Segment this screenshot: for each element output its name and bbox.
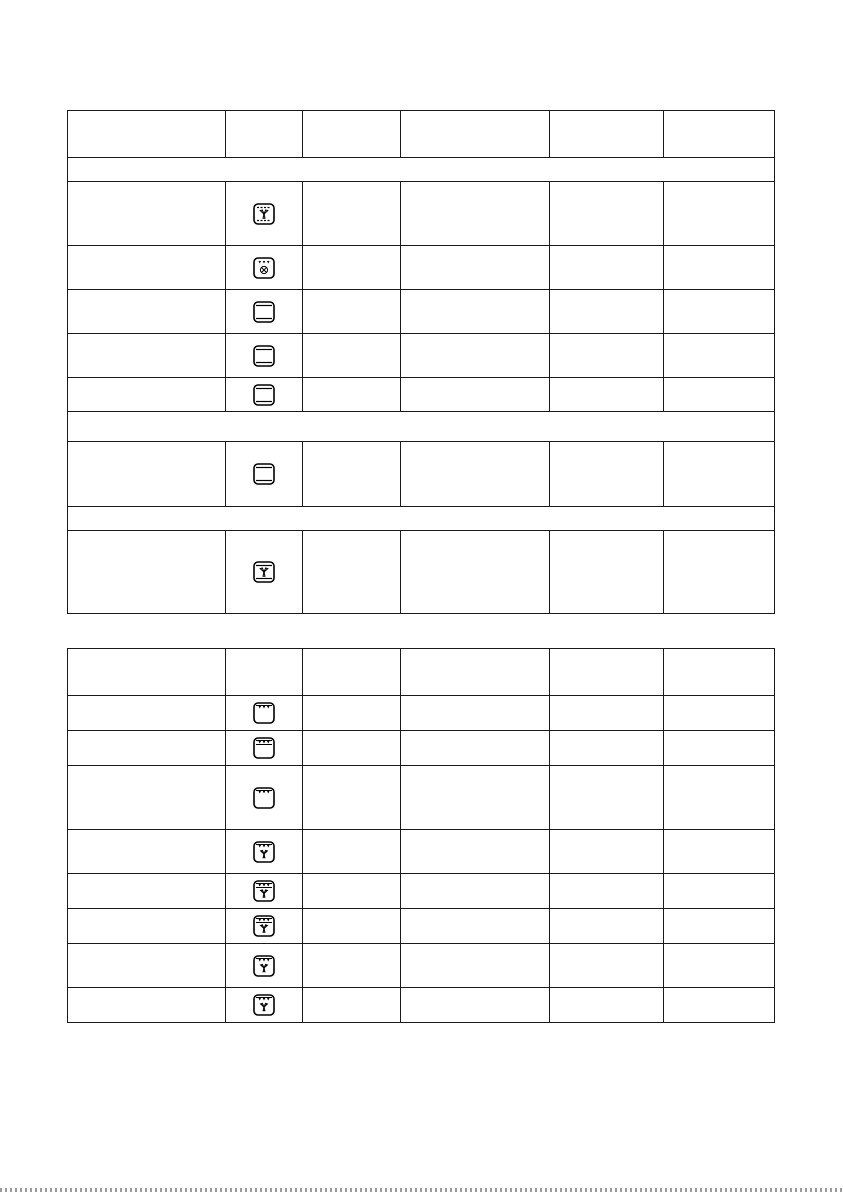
table-cell bbox=[549, 334, 663, 378]
table-cell bbox=[549, 290, 663, 334]
table-row bbox=[68, 246, 775, 290]
table-row bbox=[68, 988, 775, 1023]
table-cell bbox=[549, 988, 663, 1023]
table-cell bbox=[303, 944, 401, 988]
table-cell bbox=[401, 696, 549, 731]
section-row bbox=[68, 412, 775, 442]
table-cell bbox=[68, 334, 226, 378]
table-cell bbox=[549, 830, 663, 874]
oven-fan-full-grill-icon bbox=[226, 909, 303, 944]
oven-fan-grill-icon bbox=[226, 988, 303, 1023]
table-cell bbox=[68, 988, 226, 1023]
table-cell bbox=[549, 182, 663, 246]
table-cell bbox=[663, 874, 774, 909]
cooking-table-1 bbox=[67, 110, 775, 614]
table-cell bbox=[68, 246, 226, 290]
table-cell bbox=[303, 731, 401, 766]
oven-top-bottom-heat-icon bbox=[226, 334, 303, 378]
table-cell bbox=[303, 531, 401, 614]
header-cell bbox=[303, 111, 401, 158]
table-cell bbox=[68, 944, 226, 988]
table-cell bbox=[68, 874, 226, 909]
table-cell bbox=[549, 696, 663, 731]
header-cell bbox=[401, 111, 549, 158]
table-cell bbox=[401, 182, 549, 246]
table-cell bbox=[401, 988, 549, 1023]
table-cell bbox=[549, 874, 663, 909]
table-cell bbox=[68, 531, 226, 614]
table-row bbox=[68, 442, 775, 507]
table-cell bbox=[303, 442, 401, 507]
header-cell bbox=[663, 111, 774, 158]
table-row bbox=[68, 944, 775, 988]
table-cell bbox=[401, 944, 549, 988]
oven-top-bottom-heat-icon bbox=[226, 290, 303, 334]
header-cell bbox=[68, 649, 226, 696]
table-row bbox=[68, 531, 775, 614]
oven-fan-full-grill-icon bbox=[226, 874, 303, 909]
table-cell bbox=[401, 731, 549, 766]
table-row bbox=[68, 766, 775, 830]
table-cell bbox=[303, 290, 401, 334]
table-cell bbox=[663, 944, 774, 988]
table-row bbox=[68, 182, 775, 246]
oven-fan-grill-icon bbox=[226, 830, 303, 874]
table-header-row bbox=[68, 111, 775, 158]
table-cell bbox=[663, 182, 774, 246]
oven-fan-dashed-icon bbox=[226, 182, 303, 246]
table-row bbox=[68, 830, 775, 874]
table-cell bbox=[663, 442, 774, 507]
oven-fan-heat-icon bbox=[226, 531, 303, 614]
table-cell bbox=[549, 531, 663, 614]
table-cell bbox=[68, 442, 226, 507]
table-cell bbox=[663, 830, 774, 874]
table-cell bbox=[68, 290, 226, 334]
table-cell bbox=[663, 246, 774, 290]
table-cell bbox=[663, 290, 774, 334]
table-cell bbox=[401, 378, 549, 412]
table-cell bbox=[663, 988, 774, 1023]
table-row bbox=[68, 378, 775, 412]
oven-grill-icon bbox=[226, 766, 303, 830]
section-row bbox=[68, 158, 775, 182]
table-cell bbox=[401, 290, 549, 334]
table-row bbox=[68, 731, 775, 766]
table-row bbox=[68, 909, 775, 944]
table-cell bbox=[549, 246, 663, 290]
table-cell bbox=[663, 731, 774, 766]
table-cell bbox=[401, 334, 549, 378]
table-cell bbox=[663, 334, 774, 378]
table-cell bbox=[549, 909, 663, 944]
table-cell bbox=[303, 830, 401, 874]
table-cell bbox=[401, 830, 549, 874]
table-cell bbox=[663, 531, 774, 614]
table-cell bbox=[68, 182, 226, 246]
oven-fan-grill-icon bbox=[226, 944, 303, 988]
header-cell bbox=[663, 649, 774, 696]
table-cell bbox=[68, 731, 226, 766]
table-cell bbox=[549, 944, 663, 988]
section-row bbox=[68, 507, 775, 531]
table-row bbox=[68, 290, 775, 334]
header-cell bbox=[303, 649, 401, 696]
table-cell bbox=[663, 909, 774, 944]
oven-grill-defrost-icon bbox=[226, 246, 303, 290]
table-cell bbox=[303, 182, 401, 246]
section-label bbox=[68, 412, 775, 442]
table-cell bbox=[303, 378, 401, 412]
table-cell bbox=[663, 378, 774, 412]
header-cell bbox=[68, 111, 226, 158]
header-cell bbox=[549, 649, 663, 696]
table-cell bbox=[401, 531, 549, 614]
table-cell bbox=[549, 378, 663, 412]
table-cell bbox=[549, 766, 663, 830]
table-cell bbox=[401, 766, 549, 830]
header-cell bbox=[401, 649, 549, 696]
page-bottom-edge-marks bbox=[0, 1188, 843, 1192]
table-row bbox=[68, 334, 775, 378]
table-cell bbox=[303, 334, 401, 378]
table-cell bbox=[68, 909, 226, 944]
table-cell bbox=[663, 696, 774, 731]
table-header-row bbox=[68, 649, 775, 696]
table-cell bbox=[68, 830, 226, 874]
oven-top-bottom-heat-icon bbox=[226, 442, 303, 507]
table-cell bbox=[401, 442, 549, 507]
header-cell bbox=[226, 111, 303, 158]
table-cell bbox=[68, 766, 226, 830]
table-cell bbox=[303, 766, 401, 830]
table-cell bbox=[549, 731, 663, 766]
table-row bbox=[68, 696, 775, 731]
table-cell bbox=[303, 988, 401, 1023]
oven-full-grill-icon bbox=[226, 731, 303, 766]
cooking-table-2 bbox=[67, 648, 775, 1023]
table-cell bbox=[401, 246, 549, 290]
table-cell bbox=[68, 378, 226, 412]
table-row bbox=[68, 874, 775, 909]
header-cell bbox=[549, 111, 663, 158]
table-cell bbox=[549, 442, 663, 507]
section-label bbox=[68, 158, 775, 182]
oven-top-bottom-heat-icon bbox=[226, 378, 303, 412]
header-cell bbox=[226, 649, 303, 696]
table-cell bbox=[663, 766, 774, 830]
section-label bbox=[68, 507, 775, 531]
table-cell bbox=[303, 246, 401, 290]
oven-grill-icon bbox=[226, 696, 303, 731]
table-cell bbox=[303, 874, 401, 909]
table-cell bbox=[68, 696, 226, 731]
table-cell bbox=[401, 909, 549, 944]
table-cell bbox=[401, 874, 549, 909]
table-cell bbox=[303, 909, 401, 944]
table-cell bbox=[303, 696, 401, 731]
